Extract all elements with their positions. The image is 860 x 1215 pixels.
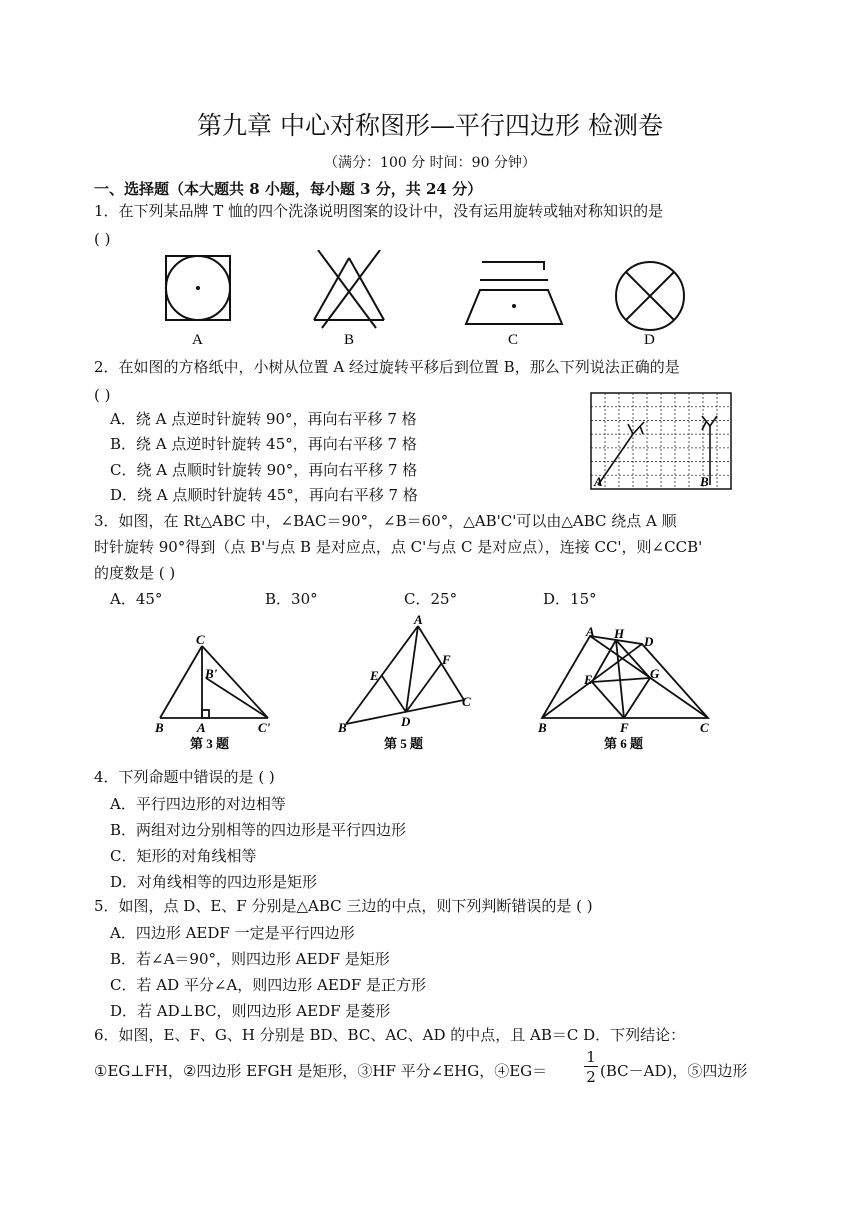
question-3-option-d: D．15°	[543, 590, 597, 608]
fig6-point-d: D	[644, 634, 654, 649]
question-3-line-2: 时针旋转 90°得到（点 B'与点 B 是对应点，点 C'与点 C 是对应点），连接 CC'，则∠CCB'	[94, 538, 703, 556]
fig6-point-b: B	[538, 720, 547, 735]
option-d-pattern	[616, 262, 684, 330]
fig5-point-c: C	[462, 694, 471, 709]
question-1-stem: 1．在下列某品牌 T 恤的四个洗涤说明图案的设计中，没有运用旋转或轴对称知识的是	[94, 202, 664, 220]
fig5-point-d: D	[401, 714, 411, 729]
option-b-pattern	[314, 250, 384, 328]
question-5-option-a: A．四边形 AEDF 一定是平行四边形	[110, 924, 355, 942]
fig5-caption: 第 5 题	[384, 736, 424, 751]
question-3-option-c: C．25°	[404, 590, 458, 608]
fig6-point-f: F	[620, 720, 629, 735]
question-2-stem: 2．在如图的方格纸中，小树从位置 A 经过旋转平移后到位置 B，那么下列说法正确的是	[94, 358, 680, 376]
fig3-point-a: A	[197, 720, 206, 735]
fraction-numerator: 1	[586, 1048, 596, 1066]
question-4-option-c: C．矩形的对角线相等	[110, 847, 257, 865]
question-5-option-d: D．若 AD⊥BC，则四边形 AEDF 是菱形	[110, 1002, 391, 1020]
fig5-point-a: A	[414, 612, 423, 627]
question-2-option-a: A．绕 A 点逆时针旋转 90°，再向右平移 7 格	[110, 410, 417, 428]
page-title: 第九章 中心对称图形—平行四边形 检测卷	[197, 111, 663, 140]
question-4-option-a: A．平行四边形的对边相等	[110, 795, 286, 813]
grid-label-a: A	[594, 474, 603, 489]
q2-grid-figure	[588, 390, 738, 494]
figure-6	[532, 622, 722, 754]
figure-3	[150, 630, 280, 755]
fig6-point-a: A	[586, 624, 595, 639]
figure-5	[334, 612, 484, 754]
fig3-caption: 第 3 题	[190, 736, 230, 751]
question-2-option-c: C．绕 A 点顺时针旋转 90°，再向右平移 7 格	[110, 461, 418, 479]
question-5-option-b: B．若∠A＝90°，则四边形 AEDF 是矩形	[110, 950, 390, 968]
question-5-option-c: C．若 AD 平分∠A，则四边形 AEDF 是正方形	[110, 976, 427, 994]
question-3-option-b: B．30°	[265, 590, 318, 608]
fig3-point-b: B	[155, 720, 164, 735]
grid-label-b: B	[700, 474, 709, 489]
fraction-one-half	[584, 1048, 598, 1087]
question-3-option-a: A．45°	[110, 590, 163, 608]
q1-figures	[150, 250, 710, 350]
question-3-line-1: 3．如图，在 Rt△ABC 中，∠BAC＝90°，∠B＝60°，△AB'C'可以由△ABC 绕点 A 顺	[94, 512, 677, 530]
option-d-label: D	[644, 332, 655, 348]
question-3-line-3: 的度数是 ( )	[94, 564, 176, 582]
fig6-point-e: E	[584, 672, 593, 687]
option-c-pattern	[466, 262, 562, 324]
question-4-option-b: B．两组对边分别相等的四边形是平行四边形	[110, 821, 407, 839]
option-c-label: C	[508, 332, 519, 348]
fig3-point-c: C	[196, 632, 205, 647]
question-6-line-2b: (BC－AD)，⑤四边形	[600, 1062, 748, 1080]
fig3-point-c-prime: C'	[258, 720, 271, 735]
fig3-point-b-prime: B'	[205, 666, 218, 681]
exam-info: （满分：100 分 时间：90 分钟）	[324, 155, 536, 171]
question-4-stem: 4．下列命题中错误的是 ( )	[94, 768, 275, 786]
question-5-stem: 5．如图，点 D、E、F 分别是△ABC 三边的中点，则下列判断错误的是 ( )	[94, 897, 593, 915]
section-heading: 一、选择题（本大题共 8 小题，每小题 3 分，共 24 分）	[94, 180, 483, 198]
question-1-blank: ( )	[94, 230, 111, 248]
option-b-label: B	[344, 332, 355, 348]
fig6-point-h: H	[614, 626, 625, 641]
option-a-pattern	[166, 256, 230, 320]
question-2-option-b: B．绕 A 点逆时针旋转 45°，再向右平移 7 格	[110, 435, 417, 453]
fig6-point-g: G	[650, 666, 660, 681]
fig5-point-f: F	[442, 652, 451, 667]
option-a-label: A	[192, 332, 203, 348]
question-6-line-1: 6．如图，E、F、G、H 分别是 BD、BC、AC、AD 的中点，且 AB＝C D．下列结论：	[94, 1026, 686, 1044]
fig5-point-b: B	[338, 720, 347, 735]
question-6-line-2a: ①EG⊥FH，②四边形 EFGH 是矩形，③HF 平分∠EHG，④EG＝	[94, 1062, 548, 1080]
fig6-point-c: C	[700, 720, 709, 735]
fig5-point-e: E	[370, 668, 379, 683]
fig6-caption: 第 6 题	[604, 736, 644, 751]
question-2-blank: ( )	[94, 386, 111, 404]
fraction-denominator: 2	[586, 1068, 596, 1086]
question-2-option-d: D．绕 A 点顺时针旋转 45°，再向右平移 7 格	[110, 486, 418, 504]
question-4-option-d: D．对角线相等的四边形是矩形	[110, 873, 318, 891]
